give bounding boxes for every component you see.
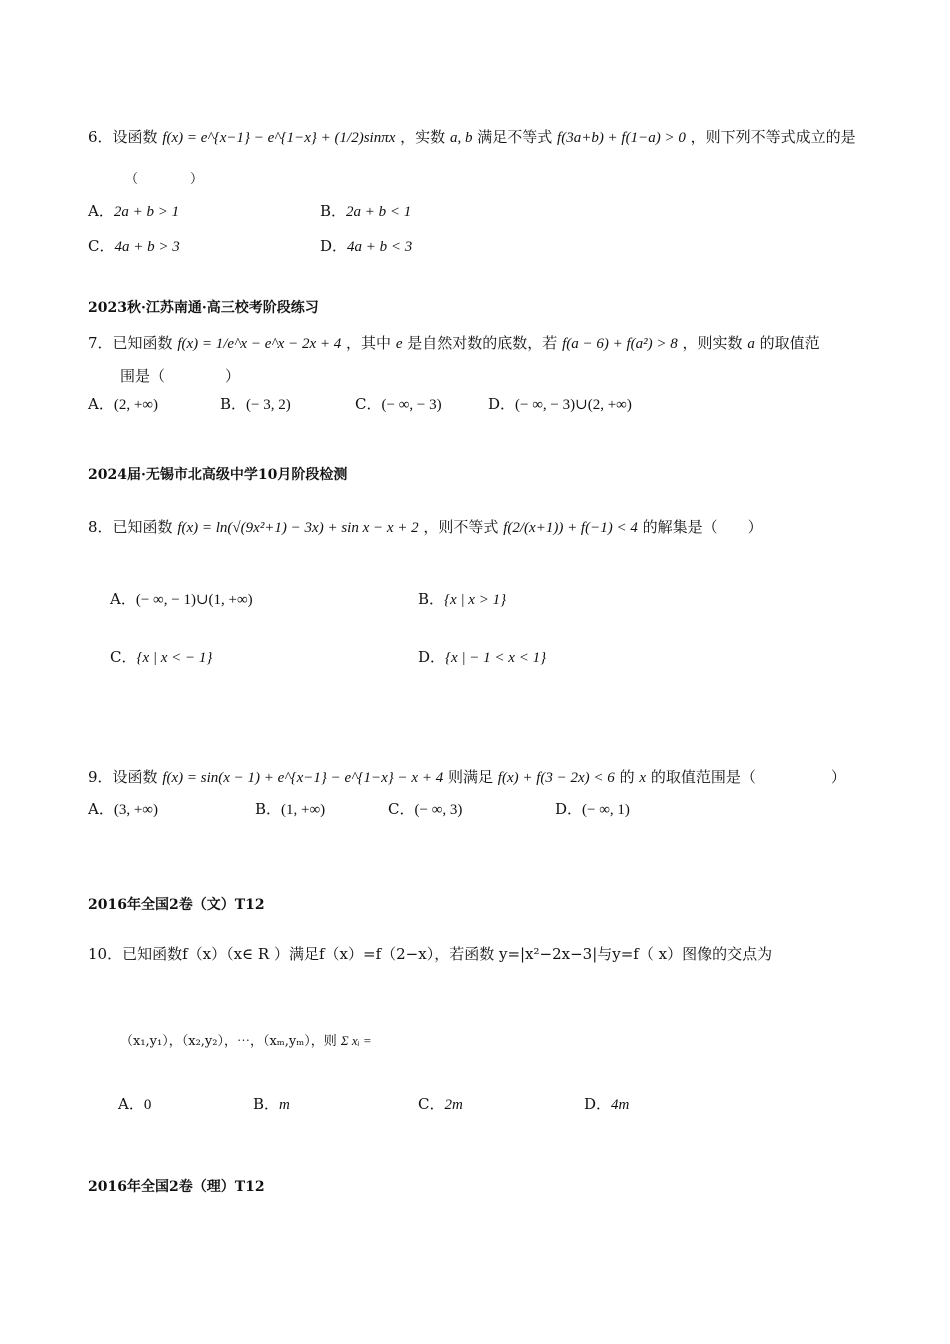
q9-inequality: f(x) + f(3 − 2x) < 6 xyxy=(497,770,615,786)
q10-option-d[interactable]: D．4m xyxy=(584,1095,630,1113)
q7-line2: 围是（ ） xyxy=(120,367,241,385)
q8-inequality: f(2/(x+1)) + f(−1) < 4 xyxy=(503,520,638,536)
q6-option-d[interactable]: D．4a + b < 3 xyxy=(320,237,413,255)
q6-func: f(x) = e^{x−1} − e^{1−x} + (1/2)sinπx xyxy=(162,130,396,146)
q6-ab: a, b xyxy=(449,130,473,146)
source-header-q11: 2016年全国2卷（理）T12 xyxy=(88,1179,265,1195)
question-6-stem xyxy=(88,128,856,147)
question-8-stem: 8．已知函数 f(x) = ln(√(9x²+1) − 3x) + sin x − x + 2 ，则不等式 f(2/(x+1)) + f(−1) < 4 的解集是（ ） xyxy=(88,518,763,536)
q6-text3: 满足不等式 xyxy=(477,128,553,146)
question-7-stem: 7．已知函数 f(x) = 1/e^x − e^x − 2x + 4 ，其中 e 是自然对数的底数，若 f(a − 6) + f(a²) > 8 ，则实数 a 的取值范 xyxy=(88,334,820,352)
q7-option-b[interactable]: B．(− 3, 2) xyxy=(220,395,291,413)
q8-func: f(x) = ln(√(9x²+1) − 3x) + sin x − x + 2 xyxy=(177,520,419,536)
q9-option-d[interactable]: D．(− ∞, 1) xyxy=(555,800,630,818)
q6-answer-paren: （ ） xyxy=(125,172,204,187)
q9-option-c[interactable]: C．(− ∞, 3) xyxy=(388,800,463,818)
q9-option-b[interactable]: B．(1, +∞) xyxy=(255,800,326,818)
q9-option-a[interactable]: A．(3, +∞) xyxy=(88,800,158,818)
q8-option-a[interactable]: A．(− ∞, − 1)∪(1, +∞) xyxy=(110,590,253,608)
q6-option-c[interactable]: C．4a + b > 3 xyxy=(88,237,180,255)
q7-option-d[interactable]: D．(− ∞, − 3)∪(2, +∞) xyxy=(488,395,632,413)
q7-condition: f(a − 6) + f(a²) > 8 xyxy=(562,336,678,352)
q8-option-c[interactable]: C．{x | x < − 1} xyxy=(110,648,213,666)
source-header-q8: 2024届·无锡市北高级中学10月阶段检测 xyxy=(88,467,348,483)
source-header-q7: 2023秋·江苏南通·高三校考阶段练习 xyxy=(88,300,319,316)
question-9-stem: 9．设函数 f(x) = sin(x − 1) + e^{x−1} − e^{1−x} − x + 4 则满足 f(x) + f(3 − 2x) < 6 的 x 的取值范围是（ ） xyxy=(88,768,846,786)
q6-inequality: f(3a+b) + f(1−a) > 0 xyxy=(557,130,686,146)
q6-prefix: 6．设函数 xyxy=(88,128,158,146)
q8-option-d[interactable]: D．{x | − 1 < x < 1} xyxy=(418,648,547,666)
q9-func: f(x) = sin(x − 1) + e^{x−1} − e^{1−x} − x + 4 xyxy=(162,770,444,786)
q10-summation: Σ xᵢ = xyxy=(340,1033,372,1048)
q10-option-a[interactable]: A．0 xyxy=(118,1095,152,1113)
source-header-q10: 2016年全国2卷（文）T12 xyxy=(88,897,265,913)
q6-option-a[interactable]: A．2a + b > 1 xyxy=(88,202,180,220)
q10-option-c[interactable]: C．2m xyxy=(418,1095,463,1113)
q6-text4: ，则下列不等式成立的是 xyxy=(690,128,856,146)
q6-option-b[interactable]: B．2a + b < 1 xyxy=(320,202,412,220)
q6-text2: ，实数 xyxy=(400,128,446,146)
question-10-line2: （x₁,y₁），（x₂,y₂），⋯，（xₘ,yₘ），则 Σ xᵢ = xyxy=(120,1033,372,1049)
question-10-stem: 10．已知函数f（x）（x∈ R ）满足f（x）=f（2−x），若函数 y=|x²−2x−3|与y=f（ x）图像的交点为 xyxy=(88,945,773,963)
q7-option-c[interactable]: C．(− ∞, − 3) xyxy=(355,395,442,413)
q8-option-b[interactable]: B．{x | x > 1} xyxy=(418,590,507,608)
q10-option-b[interactable]: B．m xyxy=(253,1095,290,1113)
q7-option-a[interactable]: A．(2, +∞) xyxy=(88,395,158,413)
q7-func: f(x) = 1/e^x − e^x − 2x + 4 xyxy=(177,336,342,352)
